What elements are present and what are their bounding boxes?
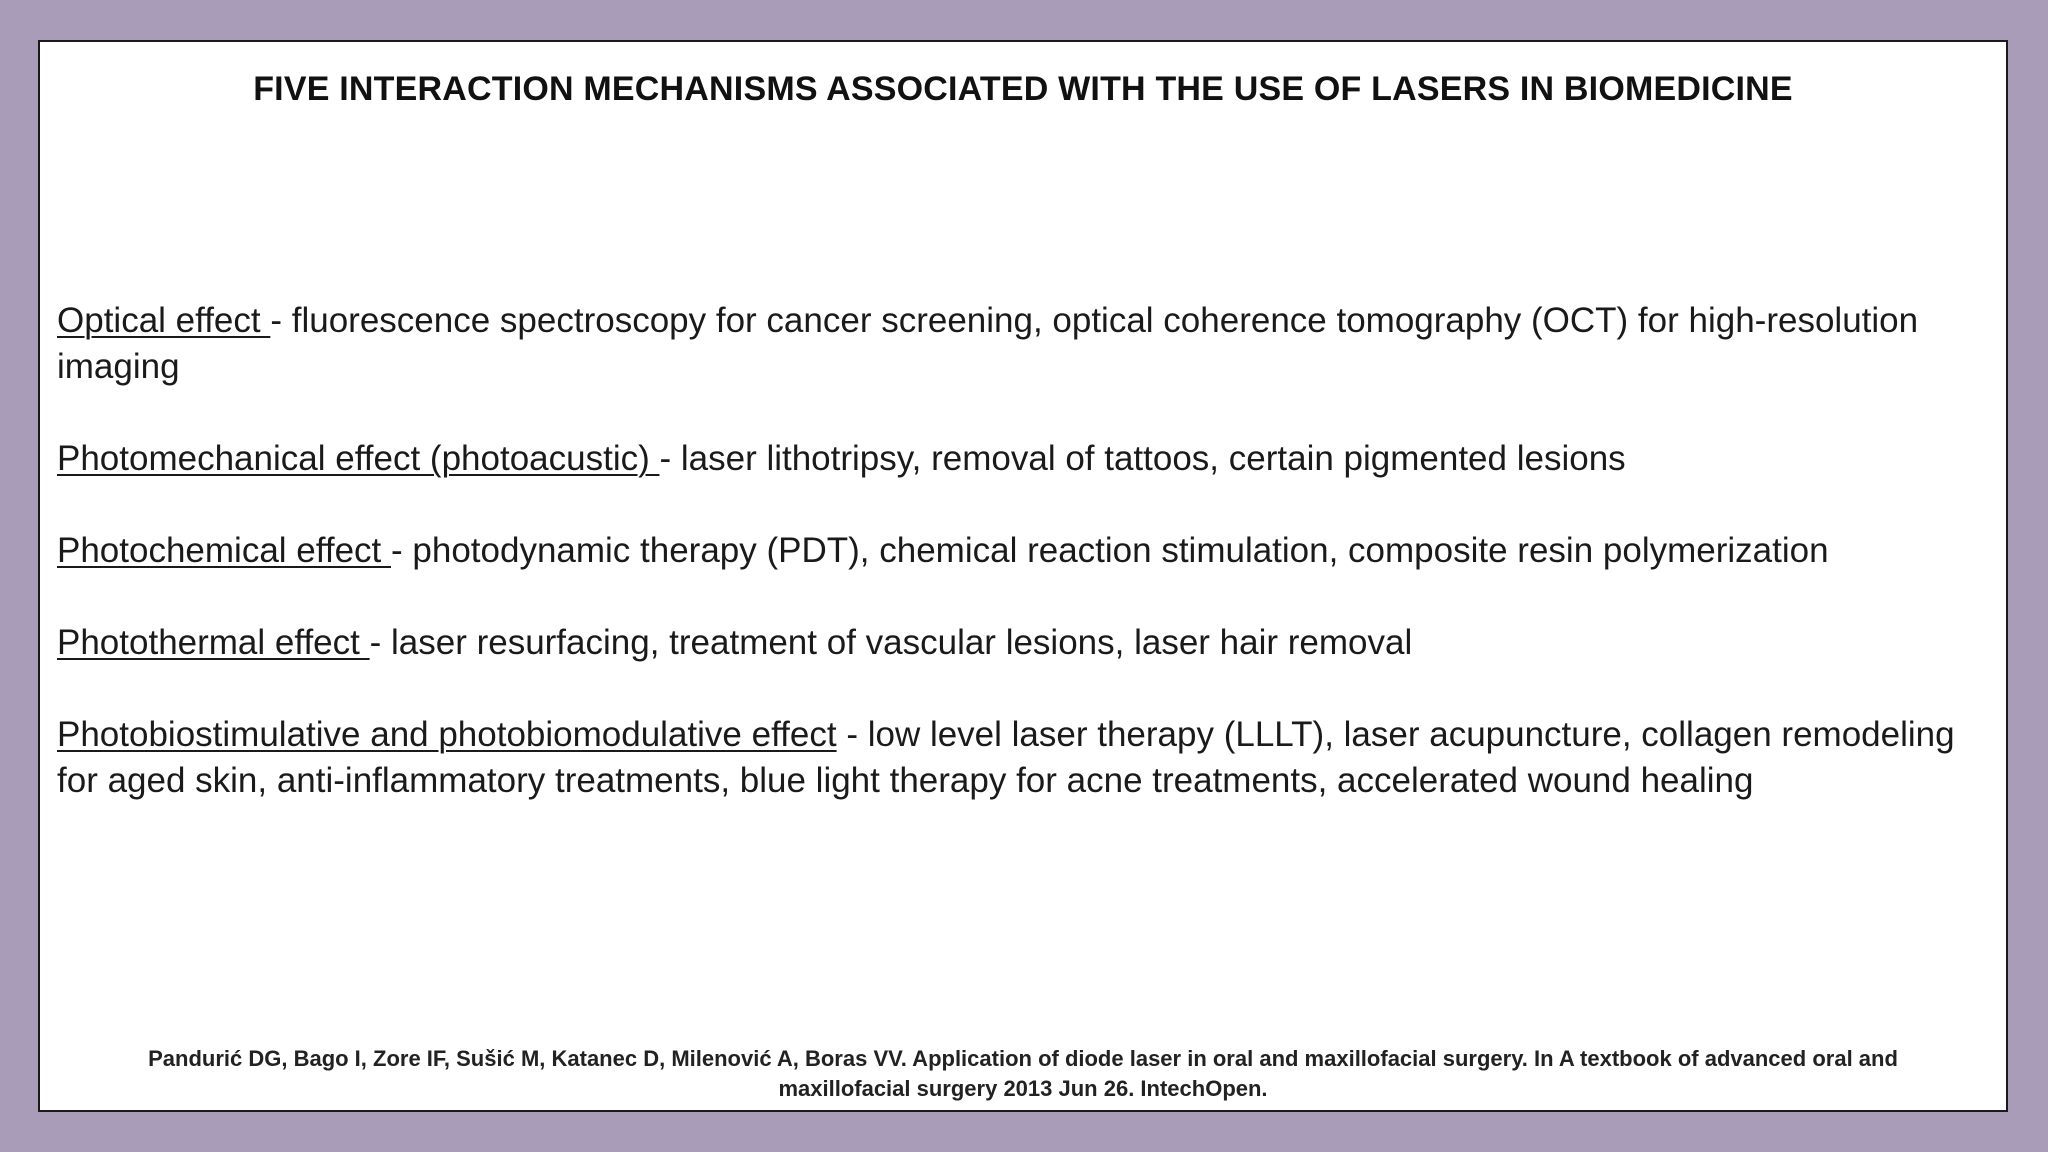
mechanism-term: Photomechanical effect (photoacustic) <box>57 439 660 478</box>
mechanism-separator: - <box>659 439 681 478</box>
mechanism-term: Optical effect <box>57 301 271 340</box>
mechanism-description: fluorescence spectroscopy for cancer screening, optical coherence tomography (OCT) for high-resolution imaging <box>57 301 1919 386</box>
mechanism-item-photochemical <box>57 528 1987 574</box>
mechanism-description: laser resurfacing, treatment of vascular lesions, laser hair removal <box>390 623 1413 662</box>
mechanism-list <box>57 298 1987 850</box>
slide-panel <box>38 40 2008 1112</box>
mechanism-separator: - <box>391 531 413 570</box>
mechanism-item-optical <box>57 298 1987 390</box>
mechanism-term: Photothermal effect <box>57 623 370 662</box>
mechanism-separator: - <box>270 301 292 340</box>
slide-title: FIVE INTERACTION MECHANISMS ASSOCIATED WITH THE USE OF LASERS IN BIOMEDICINE <box>253 70 1793 108</box>
mechanism-separator: - <box>836 715 868 754</box>
mechanism-description: photodynamic therapy (PDT), chemical reaction stimulation, composite resin polymerization <box>412 531 1829 570</box>
mechanism-item-photothermal <box>57 620 1987 666</box>
citation: Pandurić DG, Bago I, Zore IF, Sušić M, Katanec D, Milenović A, Boras VV. Application of diode laser in oral and maxillofacial surgery. In A textbook of advanced oral and maxillofacial surgery 2013 Jun 26. IntechOpen. <box>148 1046 1898 1101</box>
mechanism-description: laser lithotripsy, removal of tattoos, certain pigmented lesions <box>680 439 1626 478</box>
mechanism-description: low level laser therapy (LLLT), laser acupuncture, collagen remodeling for aged skin, anti-inflammatory treatments, blue light therapy for acne treatments, accelerated wound healing <box>57 715 1955 800</box>
mechanism-term: Photobiostimulative and photobiomodulative effect <box>57 715 837 754</box>
mechanism-separator: - <box>369 623 391 662</box>
mechanism-term: Photochemical effect <box>57 531 391 570</box>
mechanism-item-photobiostimulative <box>57 712 1987 804</box>
mechanism-item-photomechanical <box>57 436 1987 482</box>
